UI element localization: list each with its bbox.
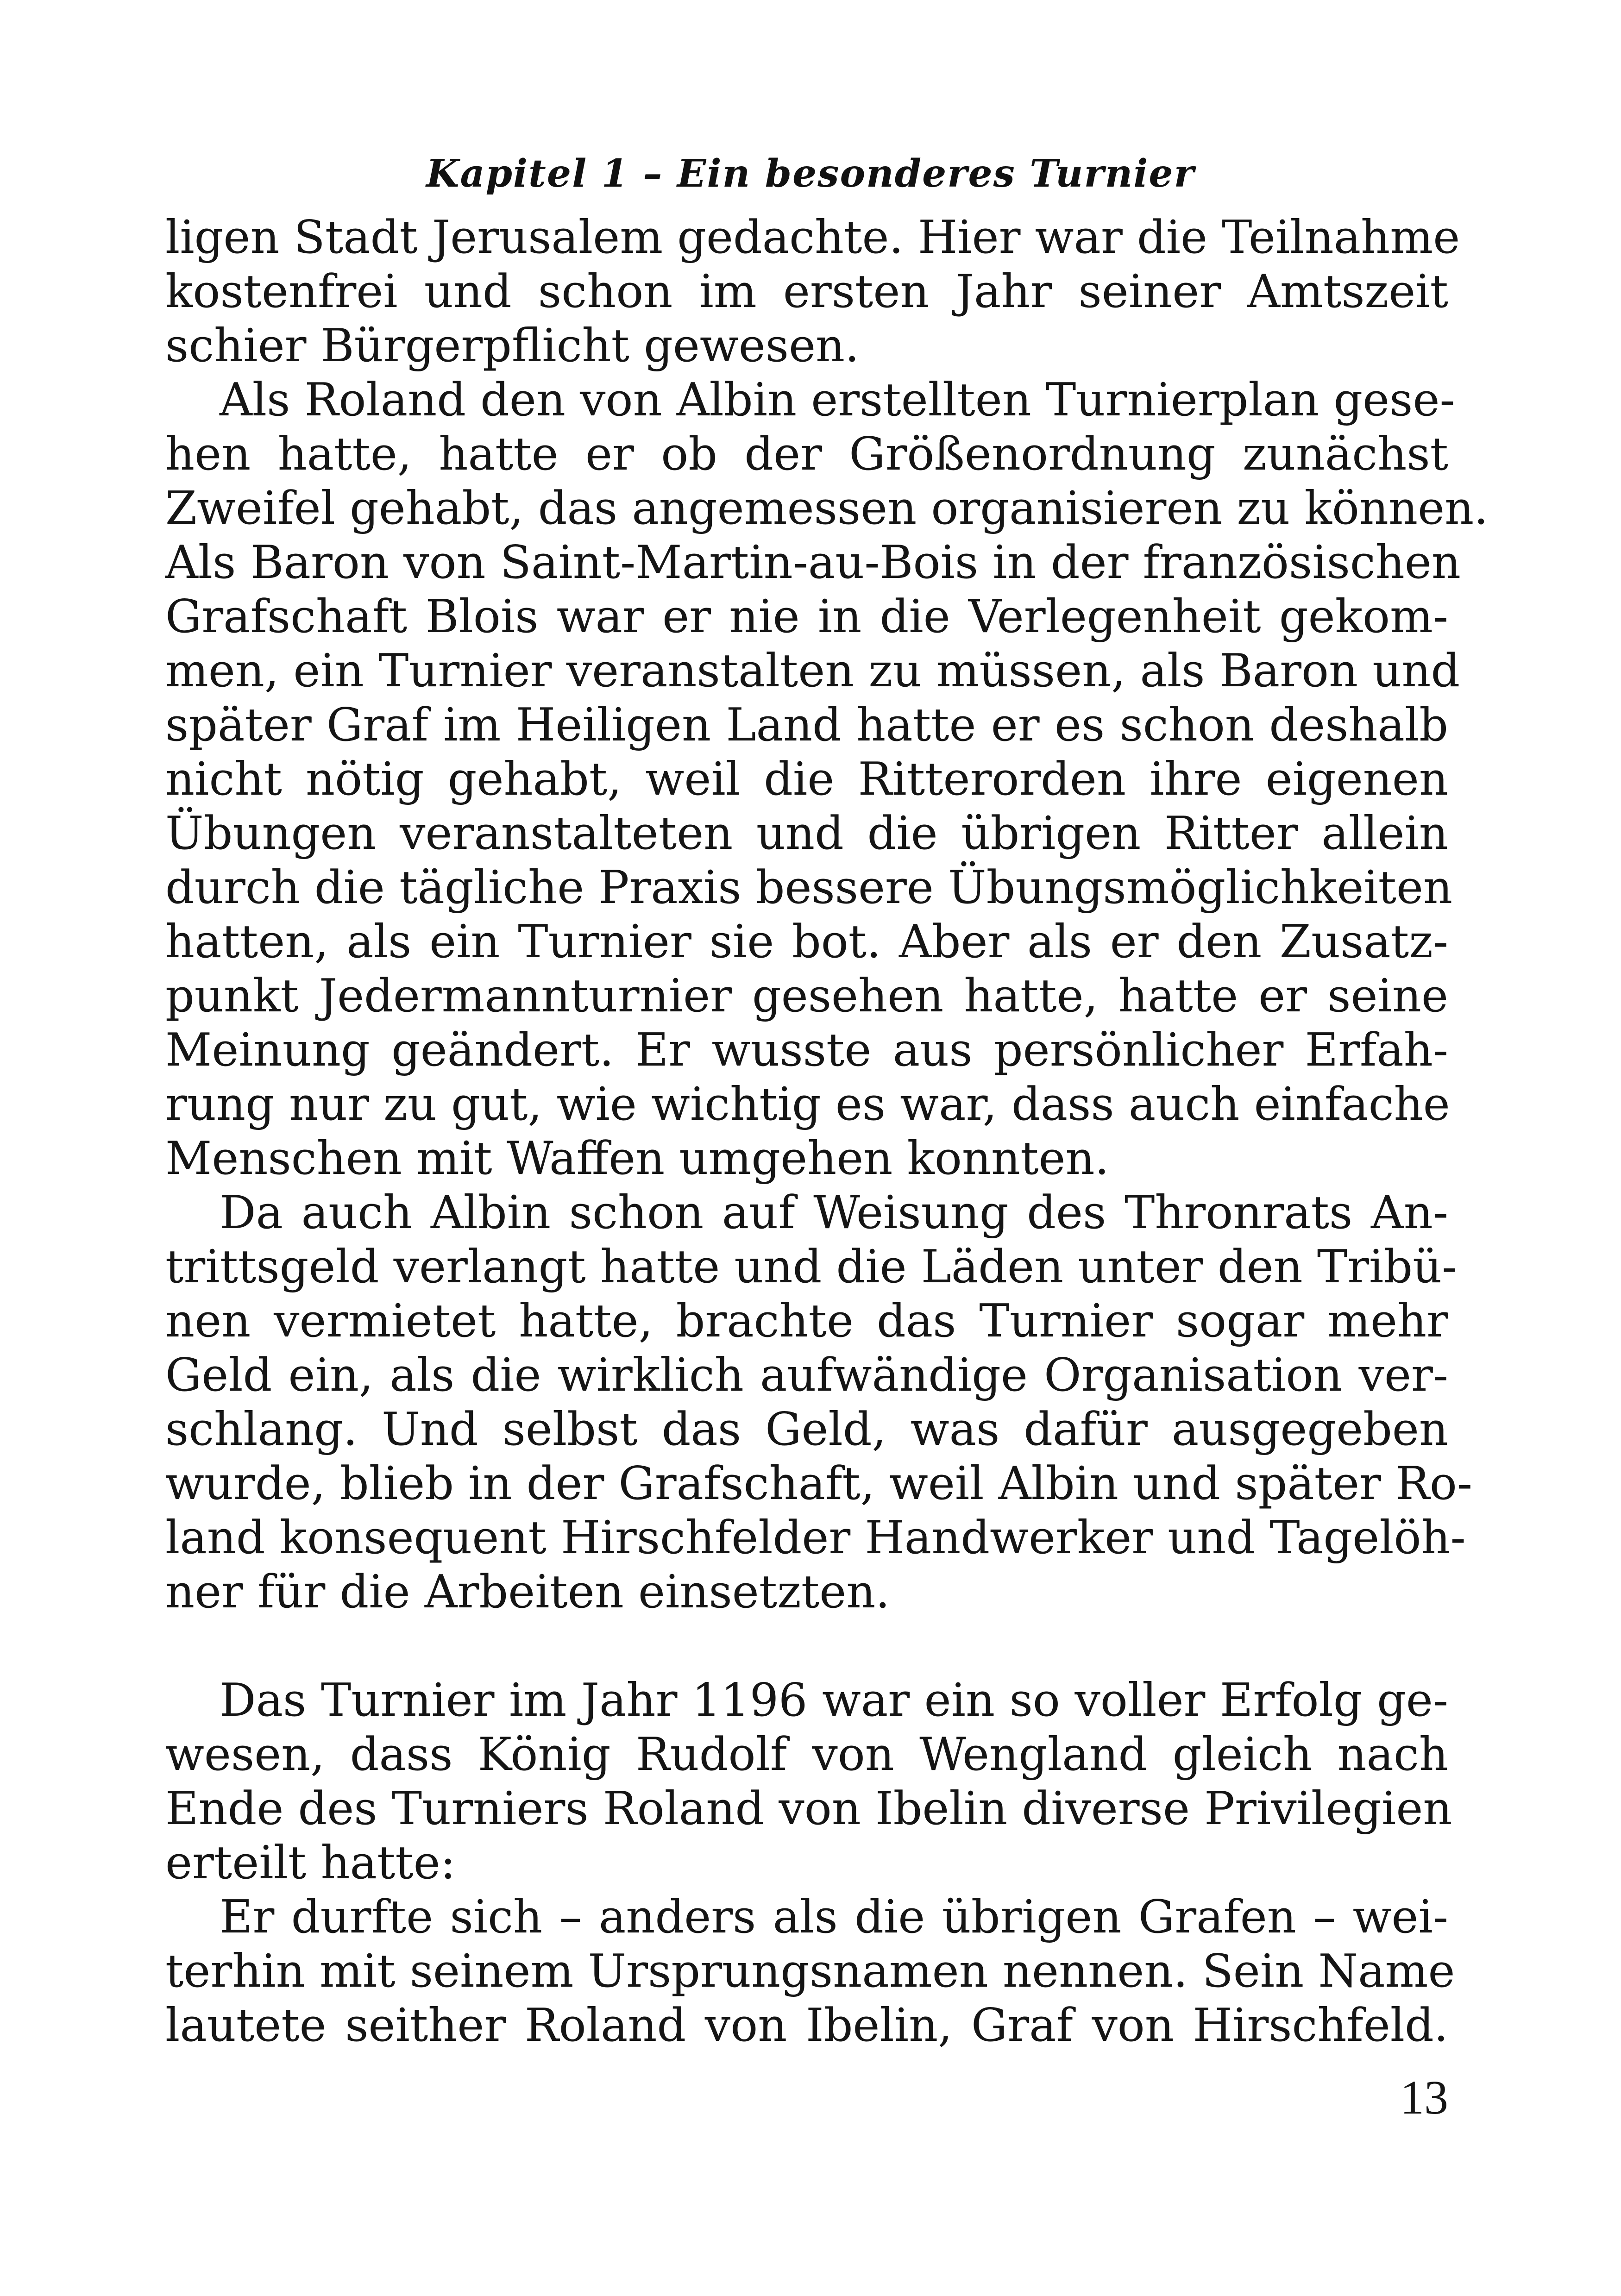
body-text (165, 211, 1489, 2053)
text-line: Grafschaft Blois war er nie in die Verlegenheit gekom- (165, 590, 1448, 643)
text-line: hen hatte, hatte er ob der Größenordnung zunächst (165, 428, 1448, 481)
text-line: hatten, als ein Turnier sie bot. Aber als er den Zusatz- (165, 916, 1448, 968)
text-line: Das Turnier im Jahr 1196 war ein so voller Erfolg ge- (220, 1674, 1448, 1727)
text-line: Geld ein, als die wirklich aufwändige Organisation ver- (165, 1349, 1448, 1402)
text-line: später Graf im Heiligen Land hatte er es schon deshalb (165, 699, 1448, 752)
text-line: schlang. Und selbst das Geld, was dafür ausgegeben (165, 1403, 1448, 1456)
text-line: erteilt hatte: (165, 1837, 456, 1889)
text-line: punkt Jedermannturnier gesehen hatte, hatte er seine (165, 970, 1448, 1023)
page-number: 13 (1400, 2071, 1448, 2124)
text-line: Als Roland den von Albin erstellten Turnierplan gese- (220, 374, 1455, 427)
text-line: Übungen veranstalteten und die übrigen Ritter allein (165, 807, 1448, 860)
text-line: Menschen mit Waffen umgehen konnten. (165, 1132, 1109, 1185)
text-line: Zweifel gehabt, das angemessen organisieren zu können. (165, 482, 1489, 535)
text-line: rung nur zu gut, wie wichtig es war, dass auch einfache (165, 1078, 1450, 1131)
text-line: lautete seither Roland von Ibelin, Graf von Hirschfeld. (165, 1999, 1448, 2052)
text-line: Meinung geändert. Er wusste aus persönlicher Erfah- (165, 1024, 1448, 1077)
text-line: land konsequent Hirschfelder Handwerker und Tagelöh- (165, 1512, 1466, 1564)
section-break (165, 1619, 1448, 1674)
text-line: ner für die Arbeiten einsetzten. (165, 1566, 890, 1618)
text-line: wesen, dass König Rudolf von Wengland gleich nach (165, 1728, 1448, 1781)
text-line: durch die tägliche Praxis bessere Übungsmöglichkeiten (165, 861, 1453, 914)
text-line: trittsgeld verlangt hatte und die Läden unter den Tribü- (165, 1241, 1458, 1293)
text-line: Ende des Turniers Roland von Ibelin diverse Privilegien (165, 1782, 1452, 1835)
text-line: Er durfte sich – anders als die übrigen Grafen – wei- (220, 1891, 1448, 1944)
text-line: ligen Stadt Jerusalem gedachte. Hier war die Teilnahme (165, 211, 1460, 264)
text-line: Da auch Albin schon auf Weisung des Thronrats An- (220, 1186, 1448, 1239)
text-line: nen vermietet hatte, brachte das Turnier sogar mehr (165, 1295, 1448, 1348)
text-line: Als Baron von Saint-Martin-au-Bois in der französischen (165, 536, 1461, 589)
text-line: men, ein Turnier veranstalten zu müssen, als Baron und (165, 645, 1460, 697)
text-line: schier Bürgerpflicht gewesen. (165, 320, 860, 372)
text-line: wurde, blieb in der Grafschaft, weil Albin und später Ro- (165, 1457, 1473, 1510)
running-header: Kapitel 1 – Ein besonderes Turnier (426, 151, 1195, 196)
text-line: kostenfrei und schon im ersten Jahr seiner Amtszeit (165, 265, 1448, 318)
text-line: terhin mit seinem Ursprungsnamen nennen. Sein Name (165, 1945, 1455, 1998)
text-line: nicht nötig gehabt, weil die Ritterorden ihre eigenen (165, 753, 1448, 806)
